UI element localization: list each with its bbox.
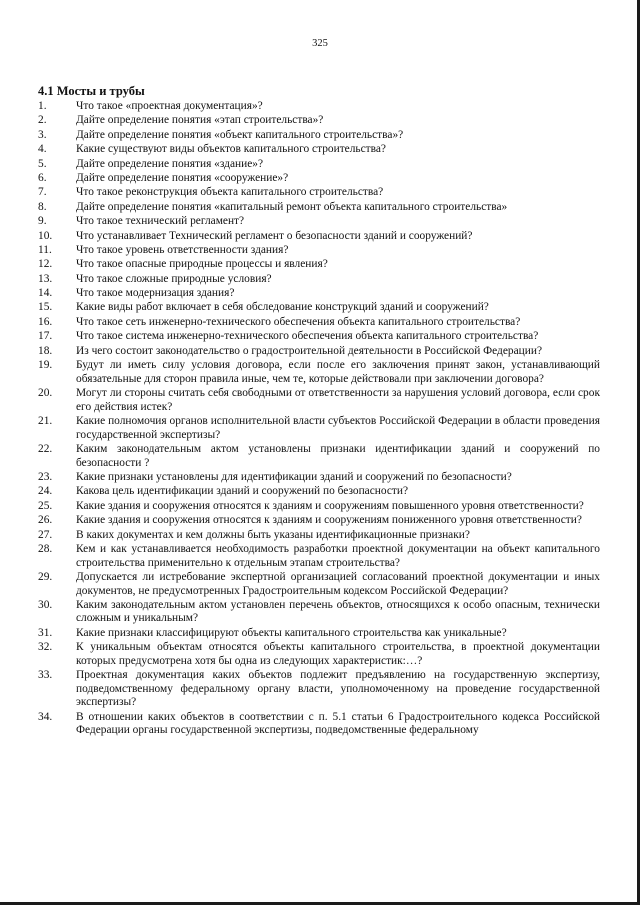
question-item bbox=[38, 415, 600, 442]
question-number: 34. bbox=[38, 710, 53, 723]
question-item bbox=[38, 143, 600, 157]
question-text: Дайте определение понятия «объект капитального строительства»? bbox=[76, 128, 404, 141]
question-number: 30. bbox=[38, 598, 53, 611]
question-number: 15. bbox=[38, 301, 53, 314]
question-list bbox=[38, 100, 600, 738]
question-number: 19. bbox=[38, 359, 53, 372]
question-item bbox=[38, 172, 600, 186]
question-text: Дайте определение понятия «капитальный ремонт объекта капитального строительства» bbox=[76, 200, 508, 213]
question-number: 31. bbox=[38, 626, 53, 639]
question-number: 12. bbox=[38, 258, 53, 271]
question-text: Каким законодательным актом установлен перечень объектов, относящихся к особо опасным, технически сложным и уникальным? bbox=[76, 598, 600, 625]
question-text: Какие признаки классифицируют объекты капитального строительства как уникальные? bbox=[76, 626, 507, 639]
question-number: 17. bbox=[38, 330, 53, 343]
question-item bbox=[38, 114, 600, 128]
question-item bbox=[38, 230, 600, 244]
question-text: Какие признаки установлены для идентификации зданий и сооружений по безопасности? bbox=[76, 470, 512, 483]
question-item bbox=[38, 316, 600, 330]
question-item bbox=[38, 273, 600, 287]
question-item bbox=[38, 201, 600, 215]
question-item bbox=[38, 500, 600, 514]
page-number: 325 bbox=[312, 38, 328, 49]
question-number: 24. bbox=[38, 485, 53, 498]
question-text: Могут ли стороны считать себя свободными от ответственности за нарушения условий договора, если срок его действия истек? bbox=[76, 387, 600, 413]
question-number: 8. bbox=[38, 200, 47, 213]
question-item bbox=[38, 711, 600, 738]
question-text: Что такое реконструкция объекта капитального строительства? bbox=[76, 186, 384, 199]
question-item bbox=[38, 641, 600, 668]
question-text: Что такое сеть инженерно-технического обеспечения объекта капитального строительства? bbox=[76, 315, 521, 328]
question-text: Дайте определение понятия «сооружение»? bbox=[76, 171, 289, 184]
question-text: К уникальным объектам относятся объекты капитального строительства, в проектной документации которых предусмотрена хотя бы одна из следующих характеристик:…? bbox=[76, 641, 600, 667]
question-number: 11. bbox=[38, 243, 52, 256]
question-text: Какие существуют виды объектов капитального строительства? bbox=[76, 143, 386, 156]
question-number: 13. bbox=[38, 272, 53, 285]
question-text: Что устанавливает Технический регламент о безопасности зданий и сооружений? bbox=[76, 229, 473, 242]
question-item bbox=[38, 669, 600, 710]
question-item bbox=[38, 571, 600, 598]
question-item bbox=[38, 215, 600, 229]
question-number: 3. bbox=[38, 128, 47, 141]
question-item bbox=[38, 627, 600, 641]
question-text: Что такое опасные природные процессы и явления? bbox=[76, 258, 328, 271]
question-text: Что такое уровень ответственности здания? bbox=[76, 243, 289, 256]
question-item bbox=[38, 330, 600, 344]
question-number: 1. bbox=[38, 100, 47, 112]
section-heading: 4.1 Мосты и трубы bbox=[38, 84, 145, 98]
question-text: Из чего состоит законодательство о градостроительной деятельности в Российской Федерации? bbox=[76, 344, 542, 357]
question-item bbox=[38, 599, 600, 626]
question-text: Допускается ли истребование экспертной организацией согласований проектной документации и иных документов, не предусмотренных Градостроительным кодексом Российской Федерации? bbox=[76, 570, 600, 597]
question-number: 27. bbox=[38, 528, 53, 541]
question-item bbox=[38, 100, 600, 114]
question-number: 21. bbox=[38, 415, 53, 427]
question-item bbox=[38, 543, 600, 570]
question-number: 26. bbox=[38, 514, 53, 527]
question-item bbox=[38, 301, 600, 315]
question-text: Проектная документация каких объектов подлежит предъявлению на государственную экспертизу, подведомственному федеральному органу власти, уполномоченному на проведение государственной экспертизы? bbox=[76, 669, 600, 709]
question-item bbox=[38, 129, 600, 143]
question-item bbox=[38, 345, 600, 359]
question-text: Будут ли иметь силу условия договора, если после его заключения принят закон, устанавливающий обязательные для сторон правила иные, чем те, которые действовали при заключении договора? bbox=[76, 359, 600, 385]
question-text: Какие виды работ включает в себя обследование конструкций зданий и сооружений? bbox=[76, 301, 489, 314]
question-item bbox=[38, 359, 600, 386]
question-text: Какова цель идентификации зданий и сооружений по безопасности? bbox=[76, 485, 409, 498]
question-text: В отношении каких объектов в соответствии с п. 5.1 статьи 6 Градостроительного кодекса Российской Федерации органы государственной экспертизы, подведомственные федеральному bbox=[76, 710, 600, 737]
question-number: 32. bbox=[38, 641, 53, 654]
question-item bbox=[38, 287, 600, 301]
question-item bbox=[38, 258, 600, 272]
question-number: 9. bbox=[38, 215, 47, 228]
question-item bbox=[38, 485, 600, 499]
question-item bbox=[38, 244, 600, 258]
question-number: 7. bbox=[38, 186, 47, 199]
question-text: Кем и как устанавливается необходимость разработки проектной документации на объект капитального строительства применительно к отдельным этапам строительства? bbox=[76, 542, 600, 569]
question-text: Дайте определение понятия «этап строительства»? bbox=[76, 114, 324, 127]
question-number: 2. bbox=[38, 114, 47, 127]
question-item bbox=[38, 186, 600, 200]
question-text: Что такое система инженерно-технического обеспечения объекта капитального строительства? bbox=[76, 330, 539, 343]
question-text: Какие здания и сооружения относятся к зданиям и сооружениям повышенного уровня ответственности? bbox=[76, 499, 584, 512]
question-text: Какие здания и сооружения относятся к зданиям и сооружениям пониженного уровня ответственности? bbox=[76, 514, 582, 527]
question-number: 18. bbox=[38, 344, 53, 357]
question-item bbox=[38, 443, 600, 470]
question-number: 28. bbox=[38, 542, 53, 555]
question-number: 16. bbox=[38, 315, 53, 328]
question-number: 20. bbox=[38, 387, 53, 400]
question-text: Что такое технический регламент? bbox=[76, 215, 245, 228]
question-number: 33. bbox=[38, 669, 53, 682]
question-text: Какие полномочия органов исполнительной власти субъектов Российской Федерации в области проведения государственной экспертизы? bbox=[76, 415, 600, 441]
question-number: 6. bbox=[38, 171, 47, 184]
question-text: Что такое сложные природные условия? bbox=[76, 272, 272, 285]
question-number: 25. bbox=[38, 499, 53, 512]
question-number: 22. bbox=[38, 442, 53, 455]
question-item bbox=[38, 387, 600, 414]
question-text: Что такое модернизация здания? bbox=[76, 287, 235, 300]
page-content bbox=[38, 84, 600, 739]
question-number: 23. bbox=[38, 470, 53, 483]
question-item bbox=[38, 514, 600, 528]
question-number: 10. bbox=[38, 229, 53, 242]
question-number: 29. bbox=[38, 570, 53, 583]
question-number: 14. bbox=[38, 287, 53, 300]
question-text: Что такое «проектная документация»? bbox=[76, 100, 263, 112]
question-number: 5. bbox=[38, 157, 47, 170]
question-text: Дайте определение понятия «здание»? bbox=[76, 157, 264, 170]
question-text: В каких документах и кем должны быть указаны идентификационные признаки? bbox=[76, 528, 470, 541]
question-number: 4. bbox=[38, 143, 47, 156]
question-item bbox=[38, 158, 600, 172]
question-text: Каким законодательным актом установлены признаки идентификации зданий и сооружений по безопасности ? bbox=[76, 442, 600, 469]
question-item bbox=[38, 471, 600, 485]
question-item bbox=[38, 529, 600, 543]
